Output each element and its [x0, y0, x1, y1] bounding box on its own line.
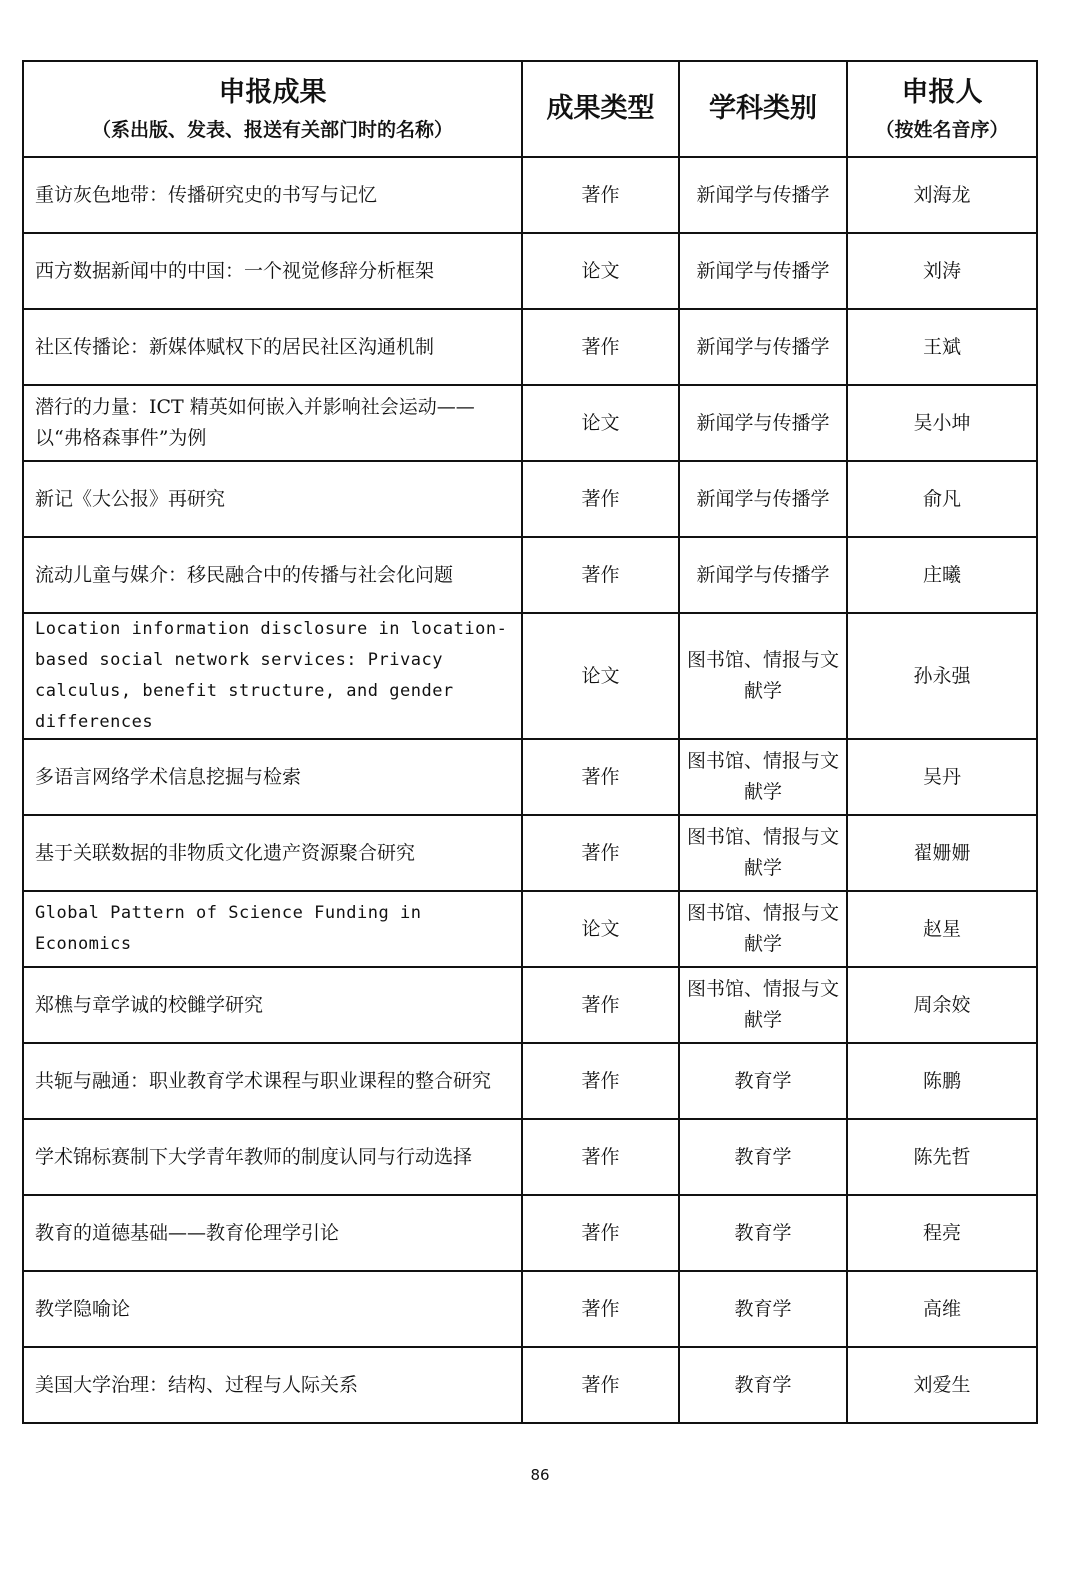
- cell-type: 论文: [522, 613, 679, 739]
- cell-subject: 图书馆、情报与文献学: [679, 967, 847, 1043]
- cell-type: 论文: [522, 385, 679, 461]
- cell-subject: 教育学: [679, 1347, 847, 1423]
- cell-applicant: 吴丹: [847, 739, 1037, 815]
- table-row: [23, 157, 1037, 233]
- table-row: [23, 537, 1037, 613]
- table-row: [23, 461, 1037, 537]
- cell-subject: 教育学: [679, 1043, 847, 1119]
- cell-title: 潜行的力量：ICT 精英如何嵌入并影响社会运动——以“弗格森事件”为例: [23, 385, 522, 461]
- cell-subject: 图书馆、情报与文献学: [679, 613, 847, 739]
- table-row: [23, 815, 1037, 891]
- cell-subject: 教育学: [679, 1271, 847, 1347]
- cell-applicant: 程亮: [847, 1195, 1037, 1271]
- table-row: [23, 1271, 1037, 1347]
- cell-type: 著作: [522, 1195, 679, 1271]
- cell-title: Global Pattern of Science Funding in Economics: [23, 891, 522, 967]
- cell-subject: 新闻学与传播学: [679, 461, 847, 537]
- cell-title: Location information disclosure in location-based social network services: Privacy calculus, benefit structure, and gender differences: [23, 613, 522, 739]
- table-row: [23, 385, 1037, 461]
- col-header-applicant-main: 申报人: [901, 77, 983, 109]
- cell-title: 基于关联数据的非物质文化遗产资源聚合研究: [23, 815, 522, 891]
- cell-applicant: 孙永强: [847, 613, 1037, 739]
- cell-applicant: 刘爱生: [847, 1347, 1037, 1423]
- col-header-subject-label: 学科类别: [709, 93, 817, 125]
- cell-title: 社区传播论：新媒体赋权下的居民社区沟通机制: [23, 309, 522, 385]
- cell-applicant: 刘涛: [847, 233, 1037, 309]
- col-header-applicant-sub: （按姓名音序）: [875, 119, 1009, 142]
- cell-title: 西方数据新闻中的中国：一个视觉修辞分析框架: [23, 233, 522, 309]
- cell-title: 美国大学治理：结构、过程与人际关系: [23, 1347, 522, 1423]
- col-header-title-sub: （系出版、发表、报送有关部门时的名称）: [91, 119, 453, 142]
- table-row: [23, 233, 1037, 309]
- cell-title: 教育的道德基础——教育伦理学引论: [23, 1195, 522, 1271]
- cell-type: 著作: [522, 967, 679, 1043]
- table-row: [23, 309, 1037, 385]
- cell-applicant: 高维: [847, 1271, 1037, 1347]
- cell-type: 著作: [522, 461, 679, 537]
- table-row: [23, 1119, 1037, 1195]
- cell-title: 流动儿童与媒介：移民融合中的传播与社会化问题: [23, 537, 522, 613]
- cell-subject: 图书馆、情报与文献学: [679, 739, 847, 815]
- cell-title: 郑樵与章学诚的校雠学研究: [23, 967, 522, 1043]
- cell-subject: 新闻学与传播学: [679, 385, 847, 461]
- cell-type: 著作: [522, 537, 679, 613]
- cell-subject: 新闻学与传播学: [679, 537, 847, 613]
- cell-title: 多语言网络学术信息挖掘与检索: [23, 739, 522, 815]
- cell-subject: 教育学: [679, 1195, 847, 1271]
- cell-applicant: 翟姗姗: [847, 815, 1037, 891]
- table-row: [23, 891, 1037, 967]
- cell-type: 论文: [522, 233, 679, 309]
- cell-type: 论文: [522, 891, 679, 967]
- page-number: 86: [530, 1466, 550, 1484]
- col-header-type-label: 成果类型: [546, 93, 655, 125]
- cell-type: 著作: [522, 1119, 679, 1195]
- cell-type: 著作: [522, 739, 679, 815]
- col-header-applicant: [847, 61, 1037, 157]
- cell-applicant: 俞凡: [847, 461, 1037, 537]
- cell-type: 著作: [522, 309, 679, 385]
- table-row: [23, 967, 1037, 1043]
- col-header-type: [522, 61, 679, 157]
- cell-title: 新记《大公报》再研究: [23, 461, 522, 537]
- cell-applicant: 刘海龙: [847, 157, 1037, 233]
- table-row: [23, 1347, 1037, 1423]
- col-header-title-main: 申报成果: [218, 77, 327, 109]
- cell-applicant: 陈先哲: [847, 1119, 1037, 1195]
- cell-subject: 新闻学与传播学: [679, 157, 847, 233]
- col-header-subject: [679, 61, 847, 157]
- cell-applicant: 庄曦: [847, 537, 1037, 613]
- cell-subject: 新闻学与传播学: [679, 233, 847, 309]
- results-table: [22, 60, 1038, 1424]
- cell-applicant: 周余姣: [847, 967, 1037, 1043]
- cell-title: 共轭与融通：职业教育学术课程与职业课程的整合研究: [23, 1043, 522, 1119]
- cell-title: 重访灰色地带：传播研究史的书写与记忆: [23, 157, 522, 233]
- table-row: [23, 739, 1037, 815]
- cell-applicant: 王斌: [847, 309, 1037, 385]
- cell-type: 著作: [522, 1043, 679, 1119]
- table-row: [23, 613, 1037, 739]
- cell-applicant: 赵星: [847, 891, 1037, 967]
- col-header-title: [23, 61, 522, 157]
- cell-type: 著作: [522, 157, 679, 233]
- cell-type: 著作: [522, 815, 679, 891]
- cell-title: 教学隐喻论: [23, 1271, 522, 1347]
- table-row: [23, 1195, 1037, 1271]
- cell-type: 著作: [522, 1347, 679, 1423]
- cell-subject: 教育学: [679, 1119, 847, 1195]
- cell-applicant: 吴小坤: [847, 385, 1037, 461]
- cell-type: 著作: [522, 1271, 679, 1347]
- cell-subject: 图书馆、情报与文献学: [679, 891, 847, 967]
- cell-title: 学术锦标赛制下大学青年教师的制度认同与行动选择: [23, 1119, 522, 1195]
- table-row: [23, 1043, 1037, 1119]
- cell-applicant: 陈鹏: [847, 1043, 1037, 1119]
- header-row: [23, 61, 1037, 157]
- cell-subject: 新闻学与传播学: [679, 309, 847, 385]
- cell-subject: 图书馆、情报与文献学: [679, 815, 847, 891]
